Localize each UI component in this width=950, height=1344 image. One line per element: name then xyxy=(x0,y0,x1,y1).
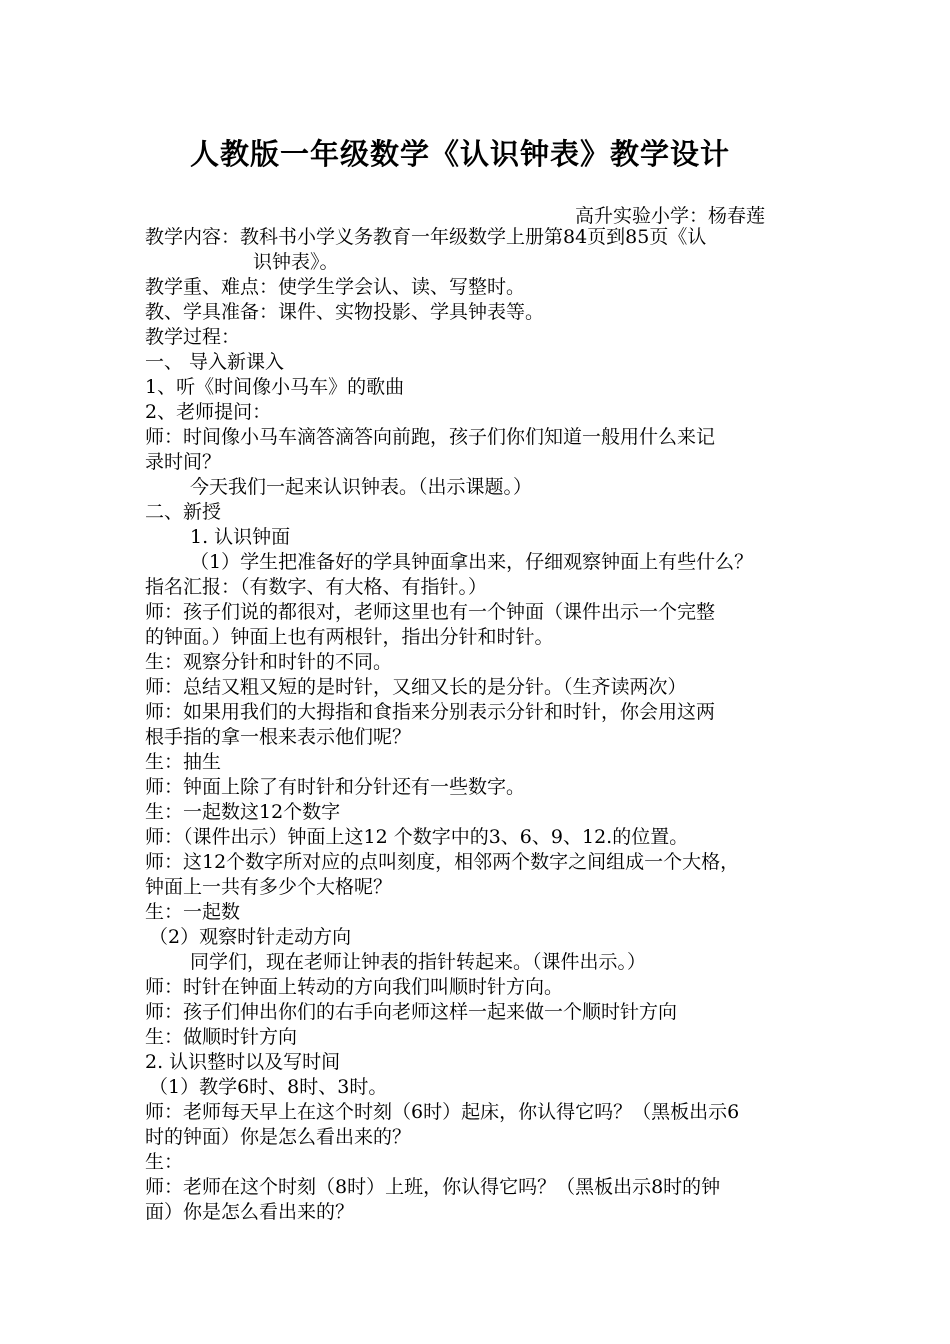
text-line: 生：一起数这12个数字 xyxy=(145,801,341,823)
text-line: 生： xyxy=(145,1151,184,1173)
text-line: 师：时针在钟面上转动的方向我们叫顺时针方向。 xyxy=(145,976,564,998)
text-line: 教、学具准备：课件、实物投影、学具钟表等。 xyxy=(145,301,545,323)
text-line: 师：（课件出示）钟面上这12 个数字中的3、6、9、12.的位置。 xyxy=(145,826,689,848)
text-line: 1、听《时间像小马车》的歌曲 xyxy=(145,376,405,398)
subsection-heading: 1. 认识钟面 xyxy=(190,526,291,548)
text-line: 师：老师在这个时刻（8时）上班，你认得它吗？（黑板出示8时的钟 xyxy=(145,1176,721,1198)
subsection-heading: （2）观察时针走动方向 xyxy=(149,926,352,948)
text-line: 教学过程： xyxy=(145,326,241,348)
section-heading: 一、 导入新课入 xyxy=(145,351,285,373)
text-line: 生：观察分针和时针的不同。 xyxy=(145,651,393,673)
text-line: 生：一起数 xyxy=(145,901,241,923)
text-line: 师：时间像小马车滴答滴答向前跑，孩子们你们知道一般用什么来记 xyxy=(145,426,716,448)
text-line: 识钟表》。 xyxy=(253,251,339,273)
text-line: 2、老师提问： xyxy=(145,401,272,423)
text-line: 今天我们一起来认识钟表。（出示课题。） xyxy=(190,476,533,498)
document-body xyxy=(145,225,825,1225)
section-heading: 二、新授 xyxy=(145,501,222,523)
document-title: 人教版一年级数学《认识钟表》教学设计 xyxy=(189,137,730,171)
text-line: 录时间？ xyxy=(145,451,222,473)
author-line: 高升实验小学：杨春莲 xyxy=(575,205,766,227)
text-line: （1）学生把准备好的学具钟面拿出来，仔细观察钟面上有些什么？ xyxy=(190,551,754,573)
text-line: 的钟面。）钟面上也有两根针，指出分针和时针。 xyxy=(145,626,554,648)
text-line: 师：钟面上除了有时针和分针还有一些数字。 xyxy=(145,776,526,798)
text-line: 面）你是怎么看出来的？ xyxy=(145,1201,355,1223)
text-line: 教学重、难点：使学生学会认、读、写整时。 xyxy=(145,276,526,298)
text-line: 师：孩子们说的都很对，老师这里也有一个钟面（课件出示一个完整 xyxy=(145,601,716,623)
text-line: 教学内容：教科书小学义务教育一年级数学上册第84页到85页《认 xyxy=(145,226,707,248)
subsection-heading: 2. 认识整时以及写时间 xyxy=(145,1051,341,1073)
text-line: 师：总结又粗又短的是时针，又细又长的是分针。（生齐读两次） xyxy=(145,676,687,698)
text-line: 时的钟面）你是怎么看出来的？ xyxy=(145,1126,412,1148)
text-line: 根手指的拿一根来表示他们呢？ xyxy=(145,726,412,748)
text-line: 生：抽生 xyxy=(145,751,222,773)
text-line: 生：做顺时针方向 xyxy=(145,1026,298,1048)
text-line: 师：如果用我们的大拇指和食指来分别表示分针和时针，你会用这两 xyxy=(145,701,716,723)
text-line: 指名汇报：（有数字、有大格、有指针。） xyxy=(145,576,488,598)
text-line: 师：老师每天早上在这个时刻（6时）起床，你认得它吗？（黑板出示6 xyxy=(145,1101,740,1123)
text-line: 师：孩子们伸出你们的右手向老师这样一起来做一个顺时针方向 xyxy=(145,1001,678,1023)
text-line: 同学们，现在老师让钟表的指针转起来。（课件出示。） xyxy=(190,951,647,973)
text-line: 师：这12个数字所对应的点叫刻度，相邻两个数字之间组成一个大格， xyxy=(145,851,740,873)
text-line: 钟面上一共有多少个大格呢？ xyxy=(145,876,393,898)
subsection-heading: （1）教学6时、8时、3时。 xyxy=(149,1076,388,1098)
